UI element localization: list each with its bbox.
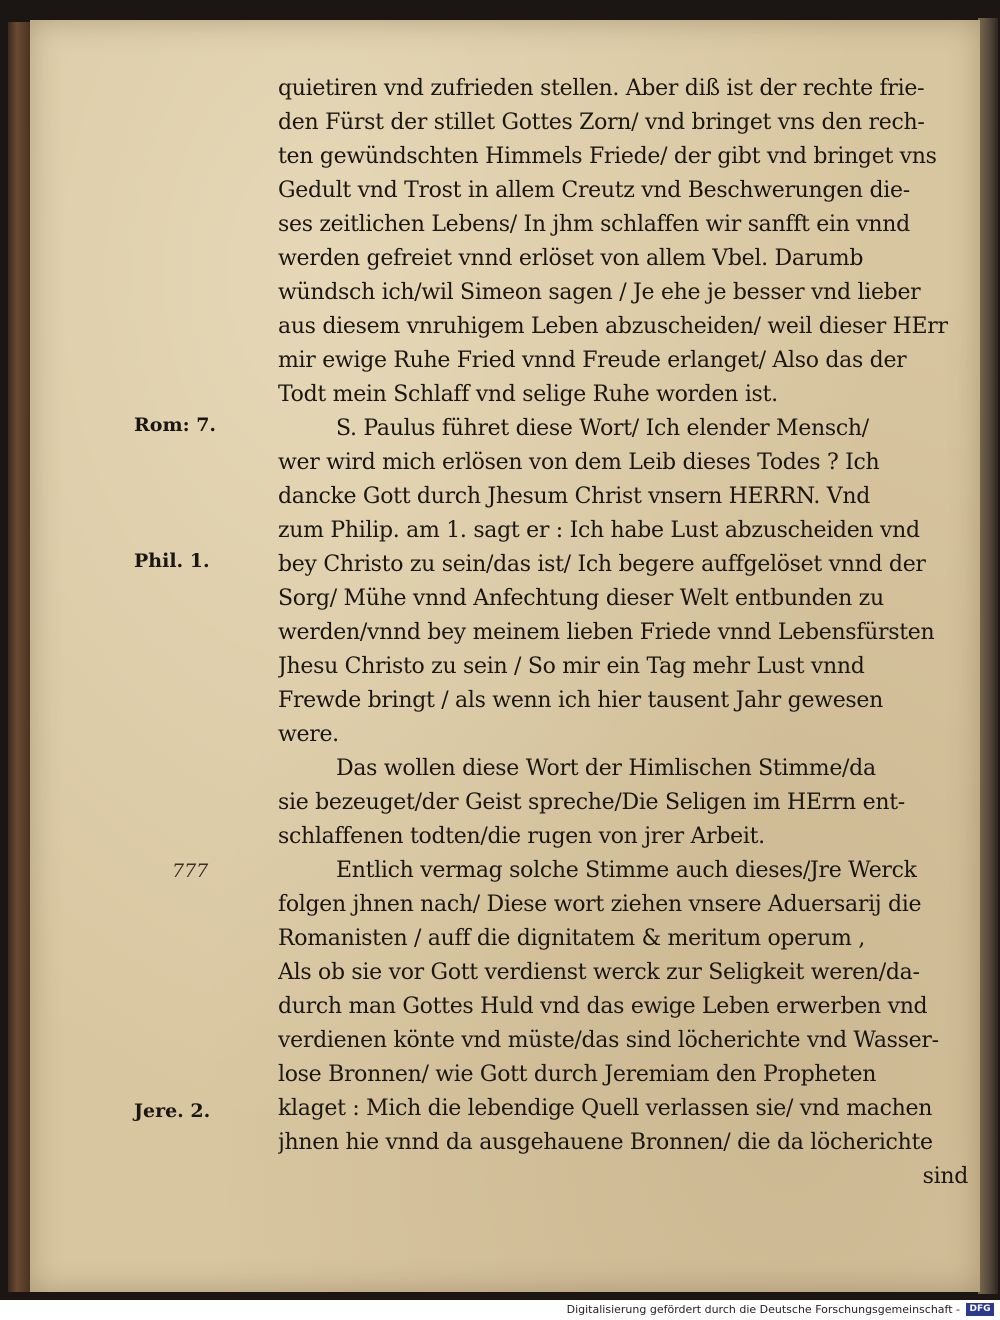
text-line: werden gefreiet vnnd erlöset von allem Vbel. Darumb [278,246,864,271]
text-line: were. [278,722,339,747]
text-line: den Fürst der stillet Gottes Zorn/ vnd bringet vns den rech- [278,110,925,135]
book-binding-edge [8,22,30,1292]
text-line: verdienen könte vnd müste/das sind löcherichte vnd Wasser- [278,1028,939,1053]
margin-note-rom: Rom: 7. [134,414,217,436]
text-line: lose Bronnen/ wie Gott durch Jeremiam den Propheten [278,1062,877,1087]
text-line: Frewde bringt / als wenn ich hier tausent Jahr gewesen [278,688,884,713]
text-line: quietiren vnd zufrieden stellen. Aber diß ist der rechte frie- [278,76,925,101]
text-line: folgen jhnen nach/ Diese wort ziehen vnsere Aduersarij die [278,892,922,917]
text-line: wer wird mich erlösen von dem Leib dieses Todes ? Ich [278,450,880,475]
text-line: Romanisten / auff die dignitatem & meritum operum , [278,926,865,951]
funding-credit: Digitalisierung gefördert durch die Deutsche Forschungsgemeinschaft - [566,1303,960,1316]
text-line: Todt mein Schlaff vnd selige Ruhe worden ist. [278,382,778,407]
text-line: ten gewündschten Himmels Friede/ der gibt vnd bringet vns [278,144,937,169]
text-line: schlaffenen todten/die rugen von jrer Arbeit. [278,824,765,849]
dfg-logo: DFG [966,1303,994,1316]
text-line: Entlich vermag solche Stimme auch dieses/Jre Werck [336,858,917,883]
margin-note-jere: Jere. 2. [134,1100,211,1122]
margin-note-phil: Phil. 1. [134,550,210,572]
text-line: Gedult vnd Trost in allem Creutz vnd Beschwerungen die- [278,178,910,203]
text-line: wündsch ich/wil Simeon sagen / Je ehe je besser vnd lieber [278,280,921,305]
text-line: werden/vnnd bey meinem lieben Friede vnnd Lebensfürsten [278,620,935,645]
text-line: Sorg/ Mühe vnnd Anfechtung dieser Welt entbunden zu [278,586,884,611]
text-line: dancke Gott durch Jhesum Christ vnsern HERRN. Vnd [278,484,871,509]
footer-bar [0,1300,1000,1320]
text-line: Das wollen diese Wort der Himlischen Stimme/da [336,756,876,781]
text-line: zum Philip. am 1. sagt er : Ich habe Lust abzuscheiden vnd [278,518,920,543]
catchword: sind [922,1164,968,1189]
text-line: mir ewige Ruhe Fried vnnd Freude erlanget/ Also das der [278,348,907,373]
text-line: sie bezeuget/der Geist spreche/Die Seligen im HErrn ent- [278,790,905,815]
text-line: jhnen hie vnnd da ausgehauene Bronnen/ die da löcherichte [278,1130,933,1155]
text-line: S. Paulus führet diese Wort/ Ich elender Mensch/ [336,416,869,441]
text-line: aus diesem vnruhigem Leben abzuscheiden/ weil dieser HErr [278,314,948,339]
text-line: bey Christo zu sein/das ist/ Ich begere auffgelöset vnnd der [278,552,926,577]
text-line: durch man Gottes Huld vnd das ewige Leben erwerben vnd [278,994,928,1019]
margin-note-mark: 777 [172,860,209,882]
text-line: klaget : Mich die lebendige Quell verlassen sie/ vnd machen [278,1096,933,1121]
book-page [30,20,980,1292]
text-line: Als ob sie vor Gott verdienst werck zur Seligkeit weren/da- [278,960,920,985]
body-text [278,72,988,1194]
text-line: Jhesu Christo zu sein / So mir ein Tag mehr Lust vnnd [278,654,865,679]
text-line: ses zeitlichen Lebens/ In jhm schlaffen wir sanfft ein vnnd [278,212,910,237]
